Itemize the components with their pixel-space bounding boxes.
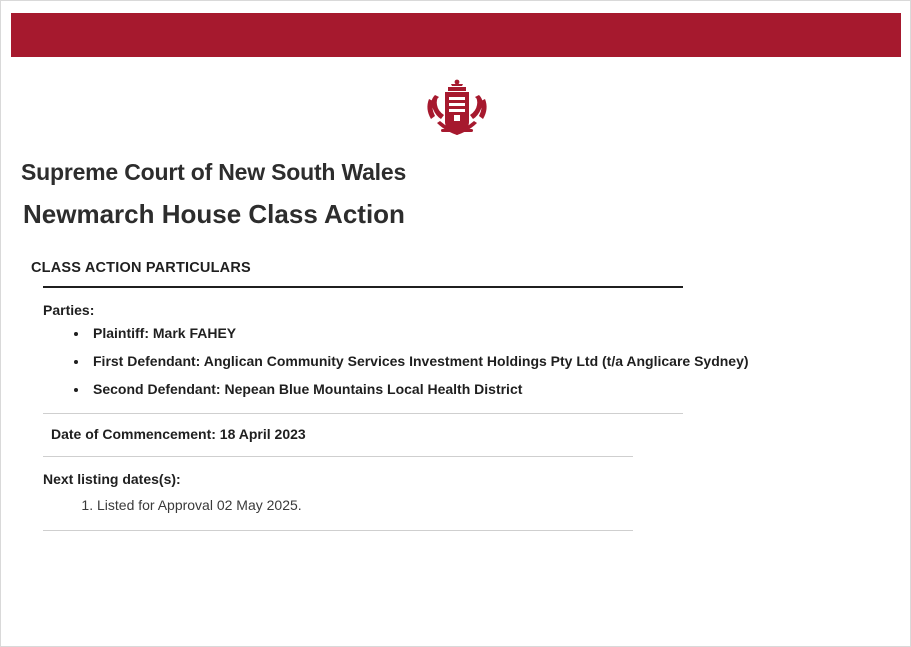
next-listing-list (31, 495, 891, 515)
court-name: Supreme Court of New South Wales (21, 159, 407, 185)
list-item: 1. Listed for Approval 02 May 2025. (97, 495, 891, 515)
parties-block (31, 288, 891, 400)
parties-label: Parties: (43, 301, 95, 318)
document-content (21, 159, 891, 531)
date-of-commencement: Date of Commencement: 18 April 2023 (51, 426, 306, 443)
parties-list (31, 324, 891, 400)
list-item: • Second Defendant: Nepean Blue Mountains Local Health District (89, 380, 891, 400)
header-accent-bar (11, 13, 901, 57)
section-heading: CLASS ACTION PARTICULARS (31, 259, 251, 276)
nsw-coat-of-arms-icon (421, 77, 493, 139)
listing-divider (43, 530, 633, 531)
parties-divider (43, 413, 683, 414)
case-title: Newmarch House Class Action (23, 198, 405, 229)
crest-container (1, 77, 911, 144)
next-listing-label: Next listing dates(s): (43, 471, 181, 488)
next-listing-block (31, 457, 891, 515)
list-item: • First Defendant: Anglican Community Services Investment Holdings Pty Ltd (t/a Anglicare Sydney) (89, 352, 891, 372)
list-item: • Plaintiff: Mark FAHEY (89, 324, 891, 344)
